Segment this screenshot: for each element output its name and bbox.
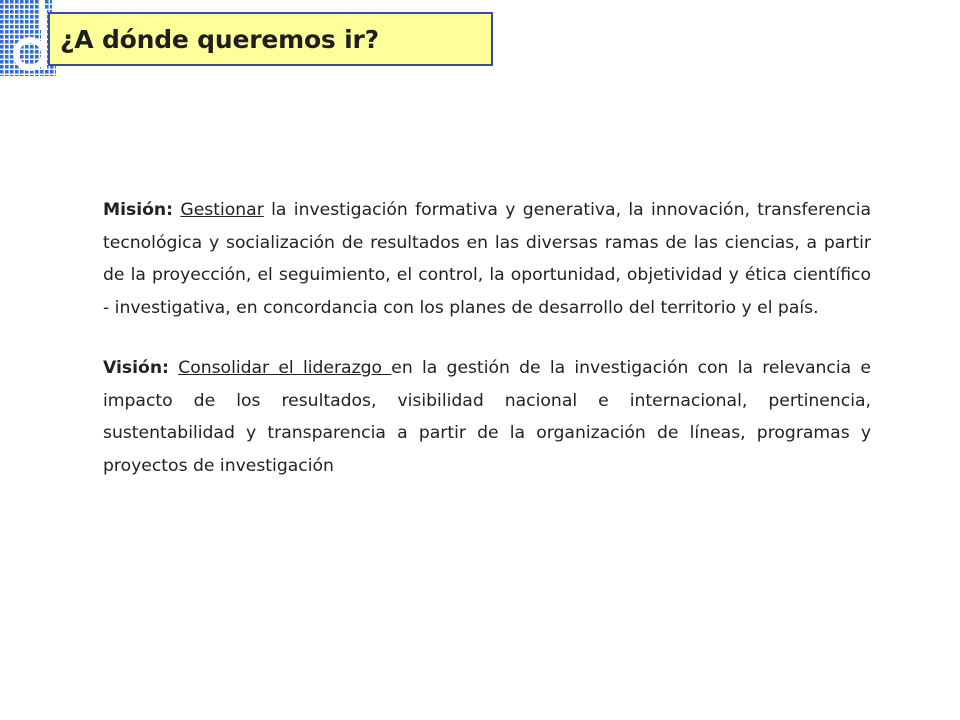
main-content: [103, 194, 871, 483]
title-box: [48, 12, 493, 66]
mision-keyword: Gestionar: [180, 200, 264, 220]
mision-text: la investigación formativa y generativa, la innovación, transferencia tecnológica y socialización de resultados en las diversas ramas de las ciencias, a partir de la proyección, el seguimiento, el control, la oportunidad, objetividad y ética científico - investigativa, en concordancia con los planes de desarrollo del territorio y el país.: [103, 200, 871, 319]
mision-paragraph: [103, 194, 871, 325]
vision-label: Visión:: [103, 357, 169, 378]
vision-text: en la gestión de la investigación con la relevancia e impacto de los resultados, visibilidad nacional e internacional, pertinencia, sustentabilidad y transparencia a partir de la organización de líneas, programas y proyectos de investigación: [103, 357, 872, 476]
page-title: ¿A dónde queremos ir?: [60, 24, 379, 54]
vision-keyword: Consolidar el liderazgo: [178, 357, 392, 378]
vision-paragraph: [103, 352, 871, 483]
mision-label: Misión:: [103, 200, 174, 220]
